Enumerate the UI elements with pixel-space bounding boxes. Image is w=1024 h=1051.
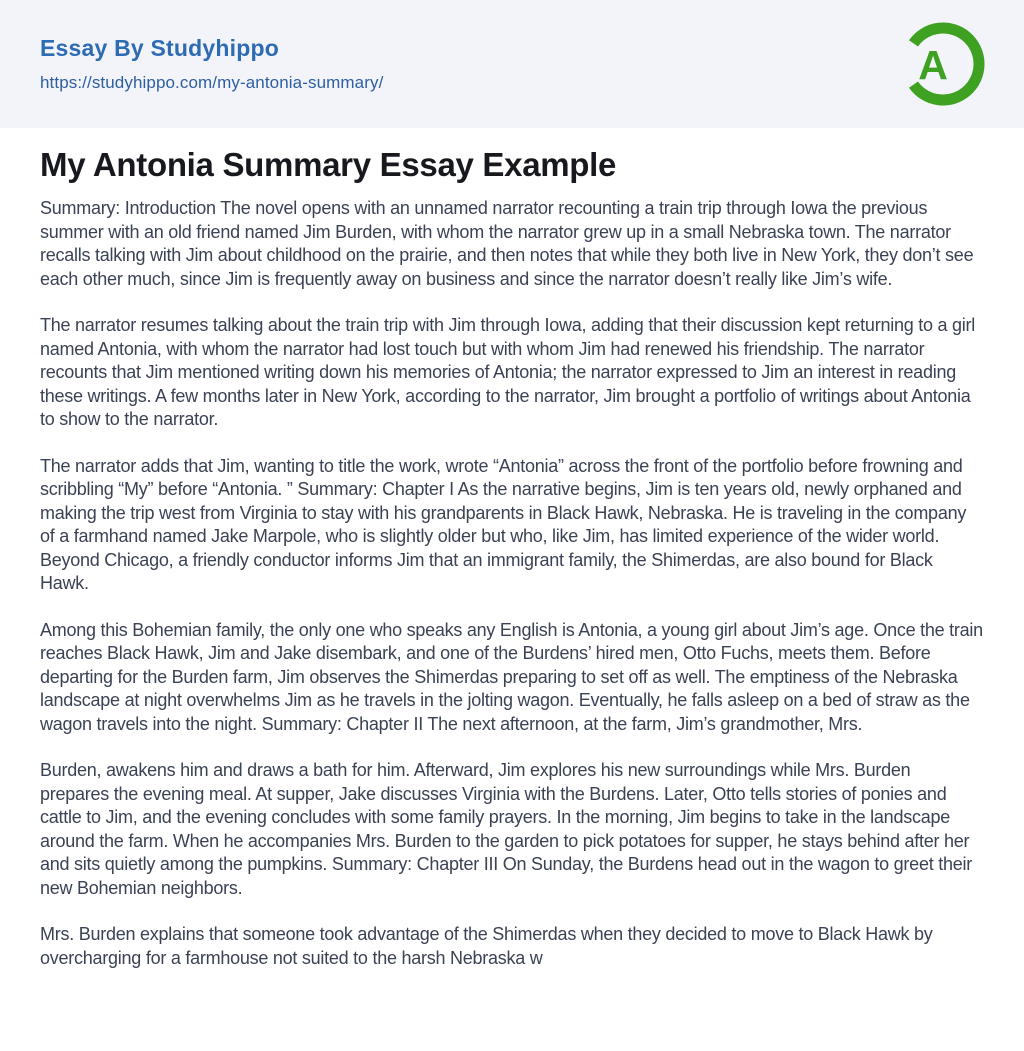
brand-title: Essay By Studyhippo [40,35,279,61]
essay-paragraph: The narrator resumes talking about the train trip with Jim through Iowa, adding that their discussion kept returning to a girl named Antonia, with whom the narrator had lost touch but with whom Jim had renewed his friendship. The narrator recounts that Jim mentioned writing down his memories of Antonia; the narrator expressed to Jim an interest in reading these writings. A few months later in New York, according to the narrator, Jim brought a portfolio of writings about Antonia to show to the narrator. [40,315,975,429]
header [0,0,1024,128]
essay-paragraph: Burden, awakens him and draws a bath for him. Afterward, Jim explores his new surroundings while Mrs. Burden prepares the evening meal. At supper, Jake discusses Virginia with the Burdens. Later, Otto tells stories of ponies and cattle to Jim, and the evening concludes with some family prayers. In the morning, Jim begins to take in the landscape around the farm. When he accompanies Mrs. Burden to the garden to pick potatoes for supper, he stays behind after her and sits quietly among the pumpkins. Summary: Chapter III On Sunday, the Burdens head out in the wagon to greet their new Bohemian neighbors. [40,760,972,898]
studyhippo-logo [900,21,986,107]
essay-paragraph: Mrs. Burden explains that someone took advantage of the Shimerdas when they decided to move to Black Hawk by overcharging for a farmhouse not suited to the harsh Nebraska w [40,924,933,968]
header-text-block [40,35,383,93]
page-title: My Antonia Summary Essay Example [40,146,617,183]
essay-paragraph: Summary: Introduction The novel opens with an unnamed narrator recounting a train trip through Iowa the previous summer with an old friend named Jim Burden, with whom the narrator grew up in a small Nebraska town. The narrator recalls talking with Jim about childhood on the prairie, and then notes that while they both live in New York, they don’t see each other much, since Jim is frequently away on business and since the narrator doesn’t really like Jim’s wife. [40,198,974,289]
page-url-link[interactable]: https://studyhippo.com/my-antonia-summary/ [40,73,384,92]
essay-paragraph: Among this Bohemian family, the only one who speaks any English is Antonia, a young girl about Jim’s age. Once the train reaches Black Hawk, Jim and Jake disembark, and one of the Burdens’ hired men, Otto Fuchs, meets them. Before departing for the Burden farm, Jim observes the Shimerdas preparing to set off as well. The emptiness of the Nebraska landscape at night overwhelms Jim as he travels in the jolting wagon. Eventually, he falls asleep on a bed of straw as the wagon travels into the night. Summary: Chapter II The next afternoon, at the farm, Jim’s grandmother, Mrs. [40,619,983,734]
essay-paragraph: The narrator adds that Jim, wanting to title the work, wrote “Antonia” across the front of the portfolio before frowning and scribbling “My” before “Antonia. ” Summary: Chapter I As the narrative begins, Jim is ten years old, newly orphaned and making the trip west from Virginia to stay with his grandparents in Black Hawk, Nebraska. He is traveling in the company of a farmhand named Jake Marpole, who is slightly older but who, like Jim, has limited experience of the wider world. Beyond Chicago, a friendly conductor informs Jim that an immigrant family, the Shimerdas, are also bound for Black Hawk. [40,455,967,593]
logo-letter: A [918,42,948,88]
essay-body [40,197,984,970]
essay-content [0,146,1024,970]
logo-open-ring-icon [900,21,986,107]
